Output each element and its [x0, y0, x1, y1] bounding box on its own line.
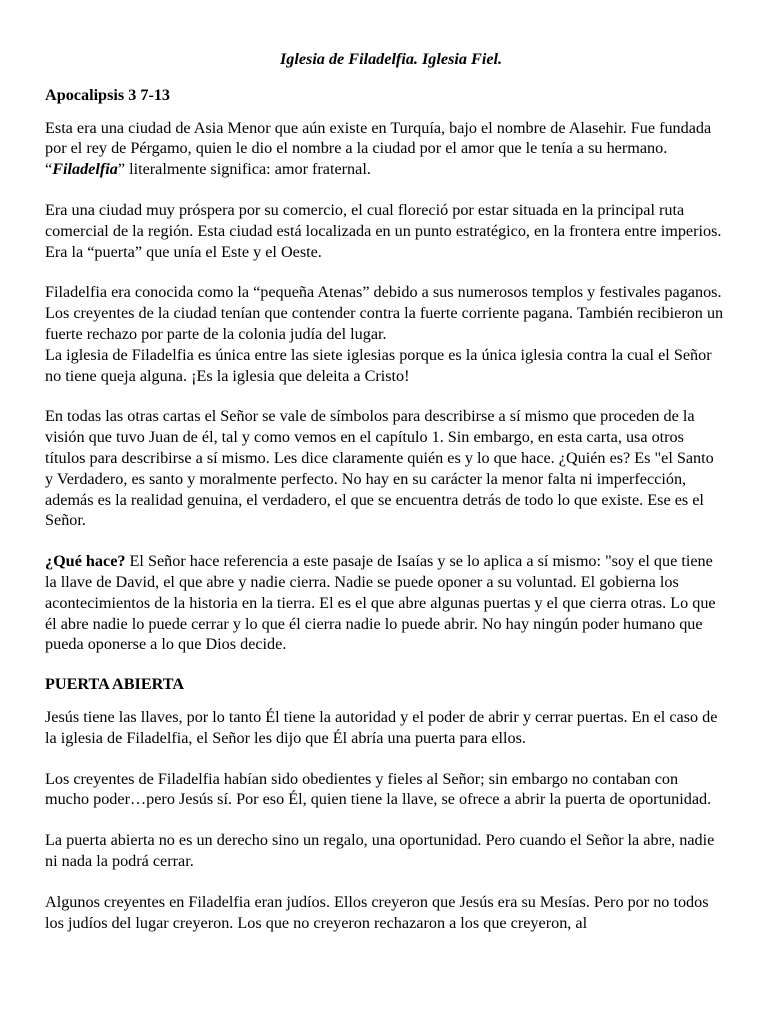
filadelfia-emphasis: Filadelfia: [52, 160, 118, 179]
paragraph-4: La iglesia de Filadelfia es única entre las siete iglesias porque es la única iglesia contra la cual el Señor no tiene queja alguna. ¡Es la iglesia que deleita a Cristo!: [45, 345, 712, 385]
paragraph-7: Jesús tiene las llaves, por lo tanto Él tiene la autoridad y el poder de abrir y cerrar puertas. En el caso de la iglesia de Filadelfia, el Señor les dijo que Él abría una puerta para ellos.: [45, 707, 718, 747]
question-lead: ¿Qué hace?: [45, 552, 126, 571]
paragraph-1: [45, 118, 725, 180]
paragraph-1-end: ” literalmente significa: amor fraternal.: [117, 160, 371, 179]
document-page: [45, 49, 725, 933]
paragraph-9: La puerta abierta no es un derecho sino un regalo, una oportunidad. Pero cuando el Señor la abre, nadie ni nada la podrá cerrar.: [45, 831, 715, 870]
paragraph-1-start: Esta era una ciudad de Asia Menor que aún existe en Turquía, bajo el nombre de Alasehir. Fue fundada por el rey de Pérgamo, quien le dio el nombre a la ciudad por el amor que le tenía a su hermano. “: [45, 118, 712, 179]
paragraph-10: Algunos creyentes en Filadelfia eran judíos. Ellos creyeron que Jesús era su Mesías. Pero por no todos los judíos del lugar creyeron. Los que no creyeron rechazaron a los que creyeron, al: [45, 892, 709, 932]
section-heading: PUERTA ABIERTA: [45, 675, 185, 694]
paragraph-6: [45, 551, 725, 655]
scripture-reference: Apocalipsis 3 7-13: [45, 85, 171, 104]
paragraph-8: Los creyentes de Filadelfia habían sido obedientes y fieles al Señor; sin embargo no contaban con mucho poder…pero Jesús sí. Por eso Él, quien tiene la llave, se ofrece a abrir la puerta de oportunidad.: [45, 769, 712, 809]
paragraph-3: Filadelfia era conocida como la “pequeña Atenas” debido a sus numerosos templos y festivales paganos. Los creyentes de la ciudad tenían que contender contra la fuerte corriente pagana. También recibieron un fuerte rechazo por parte de la colonia judía del lugar.: [45, 283, 724, 343]
paragraph-5: En todas las otras cartas el Señor se vale de símbolos para describirse a sí mismo que proceden de la visión que tuvo Juan de él, tal y como vemos en el capítulo 1. Sin embargo, en esta carta, usa otros títulos para describirse a sí mismo. Les dice claramente quién es y lo que hace. ¿Quién es? Es "el Santo y Verdadero, es santo y moralmente perfecto. No hay en su carácter la menor falta ni imperfección, además es la realidad genuina, el verdadero, el que se encuentra detrás de todo lo que existe. Ese es el Señor.: [45, 407, 714, 530]
document-title: Iglesia de Filadelfia. Iglesia Fiel.: [279, 50, 503, 68]
paragraph-6-body: El Señor hace referencia a este pasaje de Isaías y se lo aplica a sí mismo: "soy el que tiene la llave de David, el que abre y nadie cierra. Nadie se puede oponer a su voluntad. El gobierna los acontecimientos de la historia en la tierra. El es el que abre algunas puertas y el que cierra otras. Lo que él abre nadie lo puede cerrar y lo que él cierra nadie lo puede abrir. No hay ningún poder humano que pueda oponerse a lo que Dios decide.: [45, 552, 716, 654]
paragraph-2: Era una ciudad muy próspera por su comercio, el cual floreció por estar situada en la principal ruta comercial de la región. Esta ciudad está localizada en un punto estratégico, en la frontera entre imperios. Era la “puerta” que unía el Este y el Oeste.: [45, 200, 722, 261]
